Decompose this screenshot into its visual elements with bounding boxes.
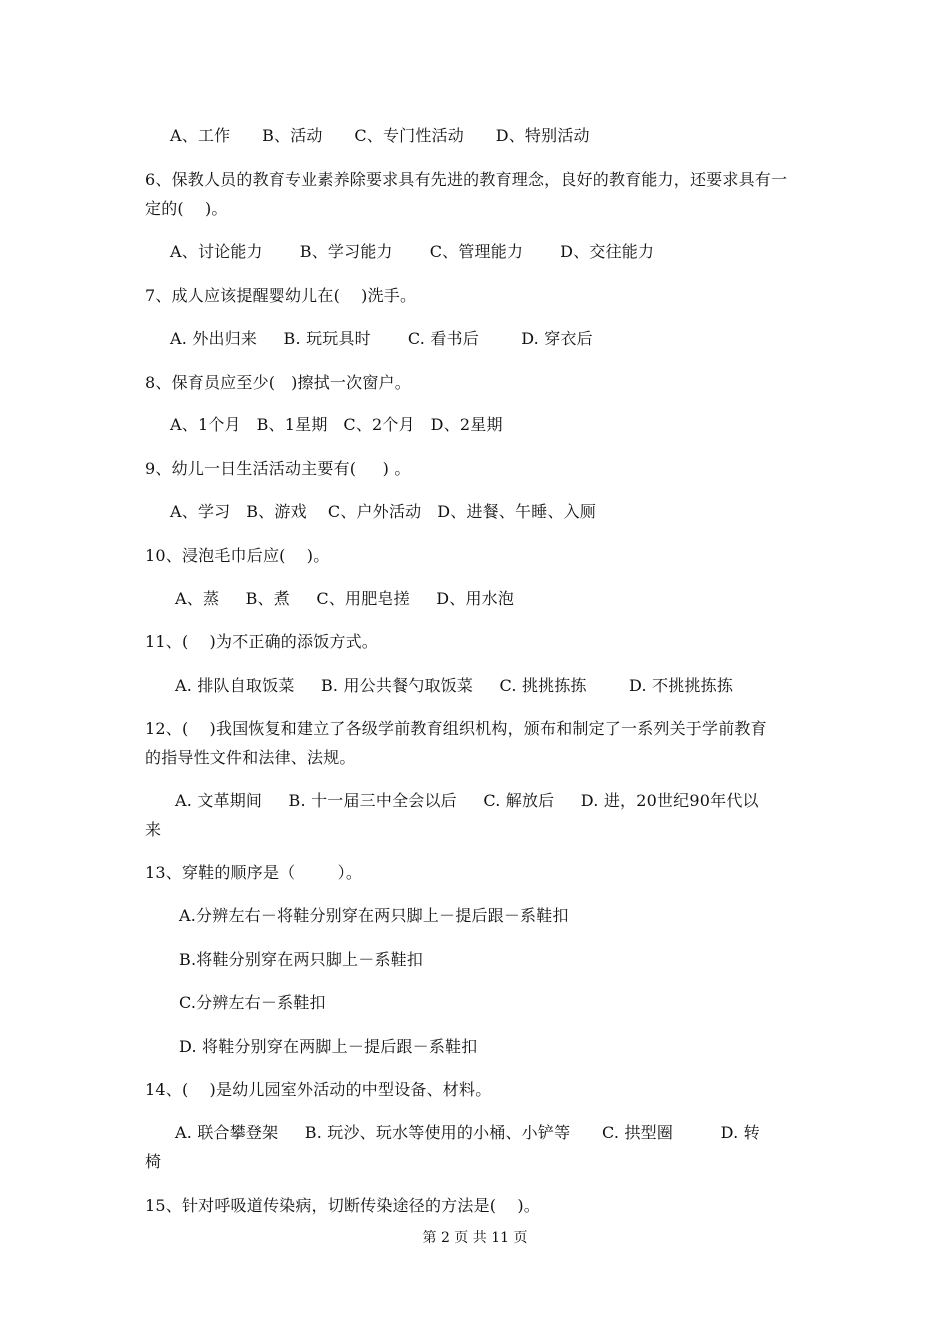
q10-text: 10、浸泡毛巾后应( )。 [145, 546, 330, 565]
q14-text: 14、( )是幼儿园室外活动的中型设备、材料。 [145, 1080, 492, 1099]
q12-text-cont: 的指导性文件和法律、法规。 [145, 748, 356, 767]
q13-text: 13、穿鞋的顺序是（ ）。 [145, 863, 363, 882]
q14-options-cont: 椅 [145, 1152, 162, 1171]
q8-text: 8、保育员应至少( )擦拭一次窗户。 [145, 373, 411, 392]
q14-options: A. 联合攀登架 B. 玩沙、玩水等使用的小桶、小铲等 C. 拱型圈 D. 转 [175, 1123, 760, 1142]
q9-options: A、学习 B、游戏 C、户外活动 D、进餐、午睡、入厕 [170, 502, 597, 521]
q11-options: A. 排队自取饭菜 B. 用公共餐勺取饭菜 C. 挑挑拣拣 D. 不挑挑拣拣 [175, 676, 734, 695]
q7-text: 7、成人应该提醒婴幼儿在( )洗手。 [145, 286, 417, 305]
q6-options: A、讨论能力 B、学习能力 C、管理能力 D、交往能力 [170, 242, 655, 261]
q13-option-d: D. 将鞋分别穿在两脚上－提后跟－系鞋扣 [179, 1037, 478, 1056]
q12-options-cont: 来 [145, 820, 162, 839]
q9-text: 9、幼儿一日生活活动主要有( ) 。 [145, 459, 411, 478]
q13-option-a: A.分辨左右－将鞋分别穿在两只脚上－提后跟－系鞋扣 [179, 906, 569, 925]
q13-option-c: C.分辨左右－系鞋扣 [179, 993, 326, 1012]
q6-text-cont: 定的( )。 [145, 199, 228, 218]
q10-options: A、蒸 B、煮 C、用肥皂搓 D、用水泡 [175, 589, 515, 608]
q12-options: A. 文革期间 B. 十一届三中全会以后 C. 解放后 D. 进，20世纪90年代以 [175, 791, 759, 810]
page-footer: 第 2 页 共 11 页 [422, 1230, 528, 1246]
q15-text: 15、针对呼吸道传染病，切断传染途径的方法是( )。 [145, 1196, 540, 1215]
q12-text: 12、( )我国恢复和建立了各级学前教育组织机构，颁布和制定了一系列关于学前教育 [145, 719, 767, 738]
q5-options: A、工作 B、活动 C、专门性活动 D、特别活动 [170, 126, 590, 145]
q13-option-b: B.将鞋分别穿在两只脚上－系鞋扣 [179, 950, 424, 969]
q7-options: A. 外出归来 B. 玩玩具时 C. 看书后 D. 穿衣后 [170, 329, 593, 348]
q11-text: 11、( )为不正确的添饭方式。 [145, 632, 378, 651]
q8-options: A、1个月 B、1星期 C、2个月 D、2星期 [170, 415, 503, 434]
q6-text: 6、保教人员的教育专业素养除要求具有先进的教育理念，良好的教育能力，还要求具有一 [145, 170, 788, 189]
